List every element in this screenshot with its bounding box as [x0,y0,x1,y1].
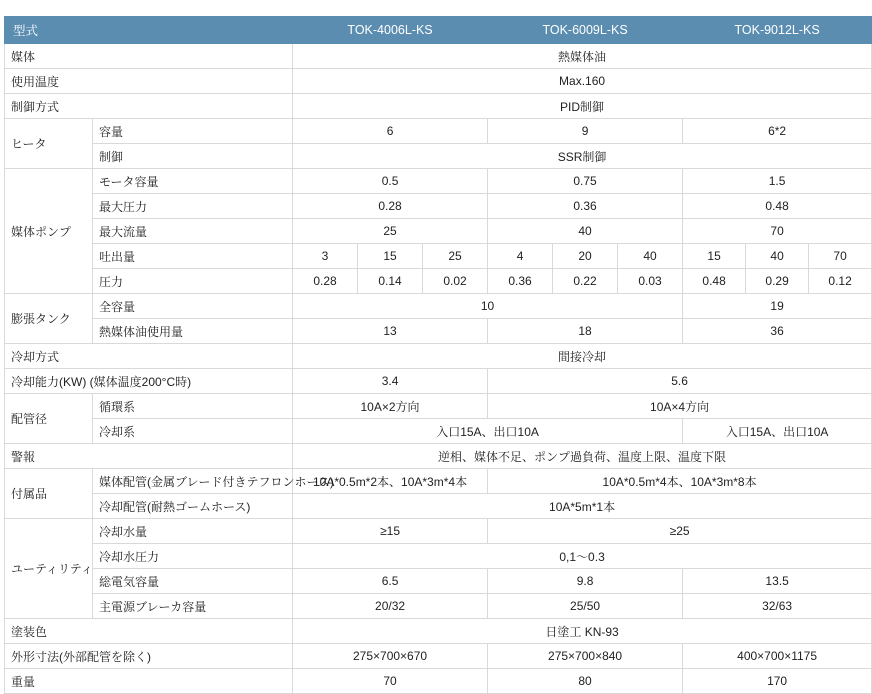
row-sublabel: 全容量 [93,294,293,319]
row-value: 5.6 [488,369,872,394]
row-value: 3.4 [293,369,488,394]
table-row [5,269,872,294]
row-label: 警報 [5,444,293,469]
row-value: 20 [553,244,618,269]
row-label: 外形寸法(外部配管を除く) [5,644,293,669]
table-row [5,144,872,169]
row-value: 0.28 [293,194,488,219]
row-sublabel: 吐出量 [93,244,293,269]
table-row [5,494,872,519]
row-value: 19 [683,294,872,319]
table-row [5,569,872,594]
table-row [5,219,872,244]
row-label: 媒体ポンプ [5,169,93,294]
row-label: 膨張タンク [5,294,93,344]
row-value: 0.03 [618,269,683,294]
row-value: 熱媒体油 [293,44,872,69]
header-cell-tok6009: TOK-6009L-KS [488,17,683,44]
row-value: 170 [683,669,872,694]
row-value: 13 [293,319,488,344]
row-value: 15 [358,244,423,269]
row-value: 0.36 [488,269,553,294]
row-label: 付属品 [5,469,93,519]
table-row [5,544,872,569]
top-spacer [4,6,867,16]
row-label: 冷却方式 [5,344,293,369]
row-sublabel: 熱媒体油使用量 [93,319,293,344]
row-value: 9 [488,119,683,144]
row-sublabel: 冷却水圧力 [93,544,293,569]
row-value: 9.8 [488,569,683,594]
row-value: 逆相、媒体不足、ポンプ過負荷、温度上限、温度下限 [293,444,872,469]
row-value: 4 [488,244,553,269]
row-sublabel: 主電源ブレーカ容量 [93,594,293,619]
table-row [5,294,872,319]
row-value: 10A×4方向 [488,394,872,419]
row-value: 0.5 [293,169,488,194]
row-value: 0.48 [683,194,872,219]
row-value: 日塗工 KN-93 [293,619,872,644]
table-row [5,369,872,394]
row-value: 0.12 [809,269,872,294]
table-body [5,44,872,694]
row-value: 0.22 [553,269,618,294]
row-value: 40 [488,219,683,244]
row-label: 使用温度 [5,69,293,94]
row-value: 0.28 [293,269,358,294]
row-sublabel: 最大流量 [93,219,293,244]
row-value: Max.160 [293,69,872,94]
row-value: 275×700×840 [488,644,683,669]
row-value: ≥25 [488,519,872,544]
row-sublabel: 冷却水量 [93,519,293,544]
row-sublabel: 圧力 [93,269,293,294]
row-sublabel: 総電気容量 [93,569,293,594]
row-value: 10A*0.5m*2本、10A*3m*4本 [293,469,488,494]
table-row [5,69,872,94]
row-value: 40 [746,244,809,269]
row-label: 媒体 [5,44,293,69]
row-label: 重量 [5,669,293,694]
row-sublabel: 容量 [93,119,293,144]
row-value: 10 [293,294,683,319]
table-row [5,469,872,494]
table-row [5,319,872,344]
table-row [5,394,872,419]
row-sublabel: モータ容量 [93,169,293,194]
table-row [5,244,872,269]
row-value: 6 [293,119,488,144]
row-value: 70 [293,669,488,694]
row-value: 6.5 [293,569,488,594]
row-value: 25 [293,219,488,244]
row-value: 間接冷却 [293,344,872,369]
row-value: 1.5 [683,169,872,194]
row-value: 15 [683,244,746,269]
row-value: 10A×2方向 [293,394,488,419]
table-row [5,644,872,669]
row-value: 18 [488,319,683,344]
row-label: ヒータ [5,119,93,169]
row-label: ユーティリティ [5,519,93,619]
table-row [5,94,872,119]
header-cell-tok4006: TOK-4006L-KS [293,17,488,44]
row-value: ≥15 [293,519,488,544]
specification-table [4,16,872,694]
row-value: 70 [809,244,872,269]
row-value: 0.29 [746,269,809,294]
row-value: 6*2 [683,119,872,144]
row-value: 0.36 [488,194,683,219]
table-row [5,669,872,694]
row-value: 13.5 [683,569,872,594]
row-value: PID制御 [293,94,872,119]
row-label: 配管径 [5,394,93,444]
row-value: 3 [293,244,358,269]
row-sublabel: 冷却配管(耐熱ゴームホース) [93,494,293,519]
row-label: 冷却能力(KW) (媒体温度200°C時) [5,369,293,394]
row-value: 32/63 [683,594,872,619]
row-sublabel: 制御 [93,144,293,169]
table-row [5,594,872,619]
header-cell-tok9012: TOK-9012L-KS [683,17,872,44]
table-row [5,419,872,444]
table-row [5,169,872,194]
table-row [5,344,872,369]
row-value: 70 [683,219,872,244]
row-value: 0.75 [488,169,683,194]
table-row [5,519,872,544]
row-value: 25/50 [488,594,683,619]
row-value: 40 [618,244,683,269]
row-label: 制御方式 [5,94,293,119]
table-header [5,17,872,44]
header-cell-model: 型式 [5,17,293,44]
row-sublabel: 循環系 [93,394,293,419]
row-sublabel: 最大圧力 [93,194,293,219]
row-sublabel: 冷却系 [93,419,293,444]
row-value: 10A*5m*1本 [293,494,872,519]
table-row [5,444,872,469]
row-value: 275×700×670 [293,644,488,669]
row-value: 0.48 [683,269,746,294]
row-value: 400×700×1175 [683,644,872,669]
row-value: 0,1～0.3 [293,544,872,569]
row-value: 10A*0.5m*4本、10A*3m*8本 [488,469,872,494]
row-value: 入口15A、出口10A [293,419,683,444]
header-row [5,17,872,44]
row-value: 36 [683,319,872,344]
row-value: SSR制御 [293,144,872,169]
row-label: 塗装色 [5,619,293,644]
row-value: 入口15A、出口10A [683,419,872,444]
row-value: 25 [423,244,488,269]
table-row [5,119,872,144]
table-row [5,44,872,69]
row-value: 0.02 [423,269,488,294]
row-value: 20/32 [293,594,488,619]
table-row [5,194,872,219]
row-value: 0.14 [358,269,423,294]
row-value: 80 [488,669,683,694]
table-row [5,619,872,644]
row-sublabel: 媒体配管(金属ブレード付きテフロンホース) [93,469,293,494]
